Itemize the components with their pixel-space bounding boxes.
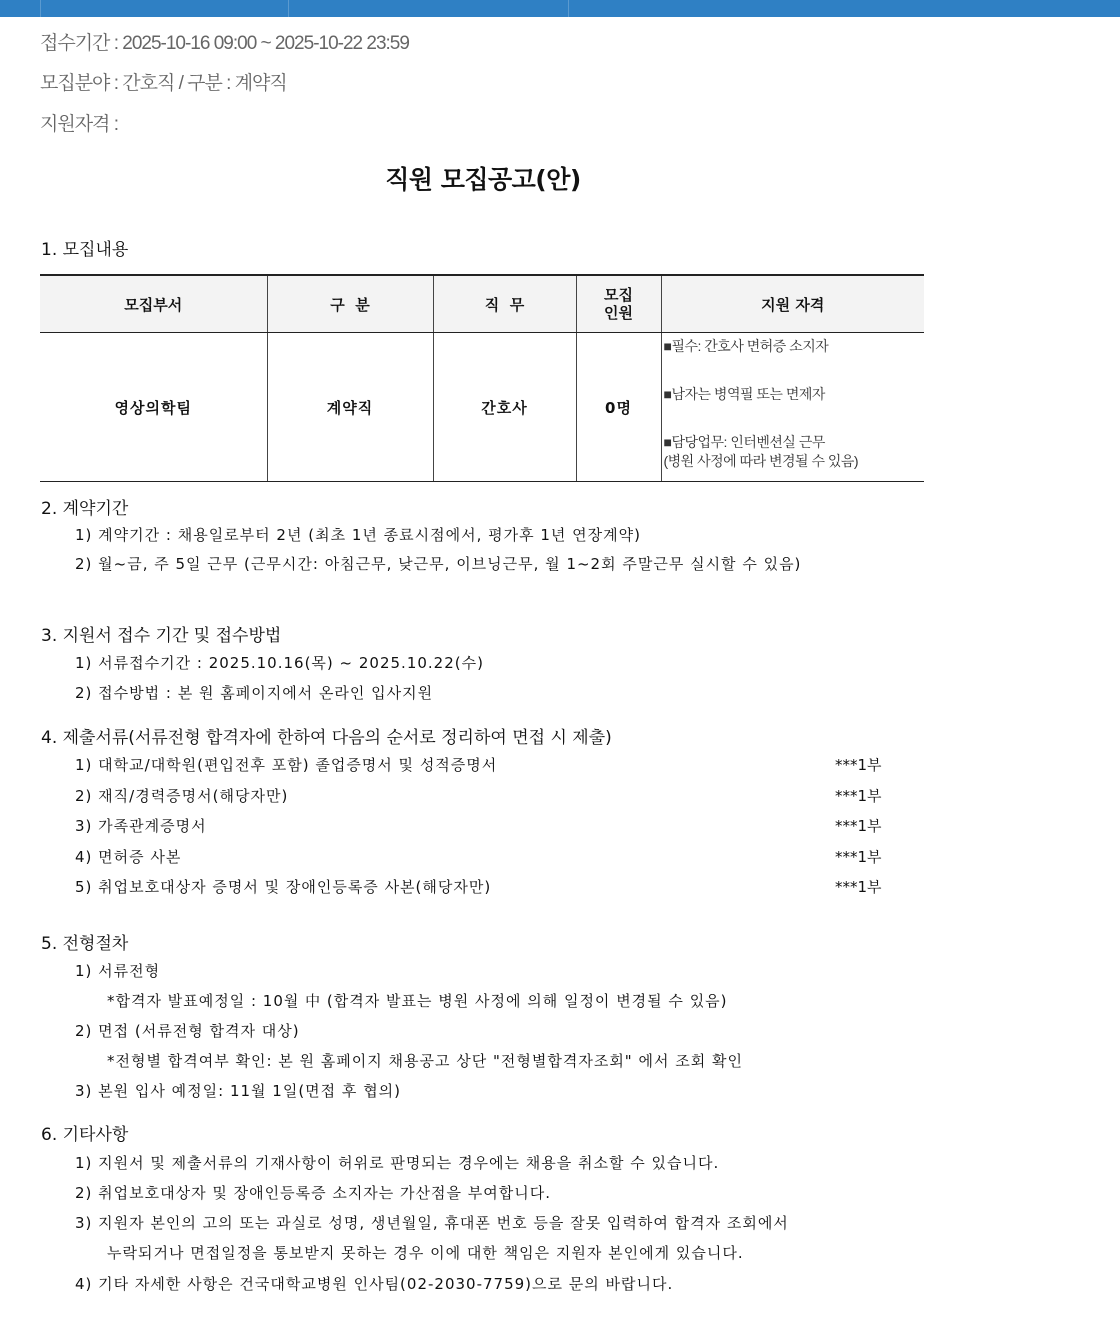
section-heading: 1. 모집내용 bbox=[41, 240, 129, 260]
list-item: 1) 서류전형 bbox=[75, 962, 161, 980]
list-item: *합격자 발표예정일 : 10월 中 (합격자 발표는 병원 사정에 의해 일정이 변경될 수 있음) bbox=[107, 992, 728, 1010]
qualification-required: ■필수: 간호사 면허증 소지자 bbox=[663, 338, 829, 354]
top-bar-divider bbox=[288, 0, 289, 17]
qualification-military: ■남자는 병역필 또는 면제자 bbox=[663, 386, 825, 402]
top-bar-divider bbox=[568, 0, 569, 17]
page-title: 직원 모집공고(안) bbox=[385, 165, 581, 194]
cell-type: 계약직 bbox=[267, 333, 433, 482]
list-item: 2) 취업보호대상자 및 장애인등록증 소지자는 가산점을 부여합니다. bbox=[75, 1184, 552, 1202]
section-heading: 4. 제출서류(서류전형 합격자에 한하여 다음의 순서로 정리하여 면접 시 제출) bbox=[41, 728, 612, 748]
meta-qualification: 지원자격 : bbox=[40, 114, 118, 135]
top-bar bbox=[0, 0, 1120, 17]
list-item: 5) 취업보호대상자 증명서 및 장애인등록증 사본(해당자만) bbox=[75, 878, 492, 896]
list-item: *전형별 합격여부 확인: 본 원 홈페이지 채용공고 상단 "전형별합격자조회" 에서 조회 확인 bbox=[107, 1052, 743, 1070]
list-item: 1) 지원서 및 제출서류의 기재사항이 허위로 판명되는 경우에는 채용을 취소할 수 있습니다. bbox=[75, 1154, 720, 1172]
header-job: 직 무 bbox=[433, 275, 576, 333]
meta-field: 모집분야 : 간호직 / 구분 : 계약직 bbox=[40, 73, 287, 94]
section-heading: 6. 기타사항 bbox=[41, 1125, 129, 1145]
table-header-row bbox=[40, 275, 924, 333]
qualification-note: (병원 사정에 따라 변경될 수 있음) bbox=[663, 453, 859, 469]
list-item: 4) 면허증 사본 bbox=[75, 848, 182, 866]
list-item: 1) 대학교/대학원(편입전후 포함) 졸업증명서 및 성적증명서 bbox=[75, 756, 498, 774]
section-heading: 2. 계약기간 bbox=[41, 499, 129, 519]
cell-count: 0명 bbox=[576, 333, 661, 482]
section-heading: 3. 지원서 접수 기간 및 접수방법 bbox=[41, 626, 282, 646]
list-item: 1) 서류접수기간 : 2025.10.16(목) ~ 2025.10.22(수) bbox=[75, 654, 484, 672]
copies-count: ***1부 bbox=[835, 756, 882, 774]
list-item: 1) 계약기간 : 채용일로부터 2년 (최초 1년 종료시점에서, 평가후 1년 연장계약) bbox=[75, 526, 641, 544]
list-item: 3) 지원자 본인의 고의 또는 과실로 성명, 생년월일, 휴대폰 번호 등을 잘못 입력하여 합격자 조회에서 bbox=[75, 1214, 789, 1232]
list-item: 2) 접수방법 : 본 원 홈페이지에서 온라인 입사지원 bbox=[75, 684, 434, 702]
cell-job: 간호사 bbox=[433, 333, 576, 482]
top-bar-divider bbox=[40, 0, 41, 17]
copies-count: ***1부 bbox=[835, 787, 882, 805]
list-item: 2) 월~금, 주 5일 근무 (근무시간: 아침근무, 낮근무, 이브닝근무, 월 1~2회 주말근무 실시할 수 있음) bbox=[75, 555, 802, 573]
list-item: 4) 기타 자세한 사항은 건국대학교병원 인사팀(02-2030-7759)으로 문의 바랍니다. bbox=[75, 1275, 674, 1293]
meta-period: 접수기간 : 2025-10-16 09:00 ~ 2025-10-22 23:59 bbox=[40, 33, 409, 54]
list-item: 2) 재직/경력증명서(해당자만) bbox=[75, 787, 289, 805]
header-qualification: 지원 자격 bbox=[661, 275, 924, 333]
list-item: 누락되거나 면접일정을 통보받지 못하는 경우 이에 대한 책임은 지원자 본인에게 있습니다. bbox=[107, 1244, 744, 1262]
header-type: 구 분 bbox=[267, 275, 433, 333]
qualification-duty: ■담당업무: 인터벤션실 근무 bbox=[663, 434, 825, 450]
table-row bbox=[40, 333, 924, 482]
copies-count: ***1부 bbox=[835, 878, 882, 896]
recruitment-table bbox=[40, 274, 924, 482]
section-heading: 5. 전형절차 bbox=[41, 934, 129, 954]
cell-dept: 영상의학팀 bbox=[40, 333, 267, 482]
list-item: 3) 본원 입사 예정일: 11월 1일(면접 후 협의) bbox=[75, 1082, 402, 1100]
copies-count: ***1부 bbox=[835, 848, 882, 866]
header-dept: 모집부서 bbox=[40, 275, 267, 333]
list-item: 3) 가족관계증명서 bbox=[75, 817, 207, 835]
copies-count: ***1부 bbox=[835, 817, 882, 835]
list-item: 2) 면접 (서류전형 합격자 대상) bbox=[75, 1022, 300, 1040]
header-count: 모집 인원 bbox=[576, 275, 661, 333]
cell-qualification bbox=[661, 333, 924, 482]
